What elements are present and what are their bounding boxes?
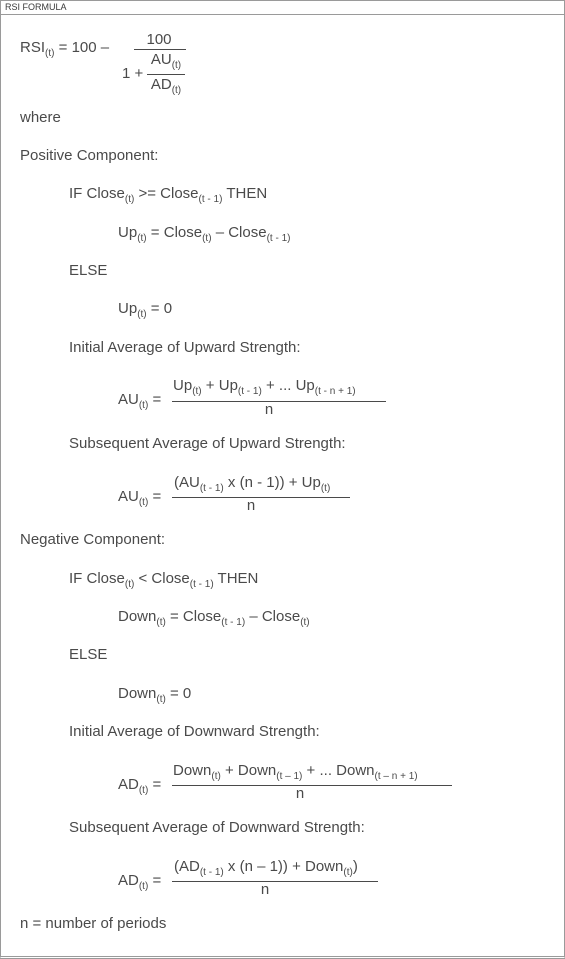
- ad-subsequent-numerator: ($AD_{(t - 1)}$ x (n – 1)) + Down$_{(t)}$): [174, 858, 358, 878]
- rsi-inner-fraction-bar: [147, 74, 185, 75]
- footnote-n-definition: n = number of periods: [20, 915, 167, 932]
- where-label: where: [20, 109, 61, 126]
- panel-title: RSI FORMULA: [1, 1, 564, 15]
- negative-down-zero: Down$_{(t)}$ = 0: [118, 685, 192, 705]
- initial-up-heading: Initial Average of Upward Strength:: [69, 339, 301, 356]
- rsi-inner-numerator: $AU_{(t)}$: [150, 51, 182, 71]
- rsi-lhs: $RSI_{(t)} = 100$ –: [20, 39, 110, 59]
- ad-initial-lhs: $AD_{(t)}$ =: [118, 776, 162, 796]
- rsi-den-prefix: 1 +: [122, 65, 144, 82]
- ad-subsequent-denominator: n: [260, 881, 270, 898]
- initial-down-heading: Initial Average of Downward Strength:: [69, 723, 320, 740]
- au-initial-denominator: n: [264, 401, 274, 418]
- positive-up-zero: $Up_{(t)} = 0$: [118, 300, 173, 320]
- positive-up-formula: $Up_{(t)}$ = Close$_{(t)}$ – Close$_{(t - 1)}$: [118, 224, 291, 244]
- positive-if-condition: IF Close$_{(t)}$ >= Close$_{(t - 1)}$ THEN: [69, 185, 268, 205]
- negative-down-formula: Down$_{(t)}$ = Close$_{(t - 1)}$ – Close$_{(t)}$: [118, 608, 310, 628]
- rsi-top-numerator: 100: [146, 31, 172, 48]
- negative-if-condition: IF Close$_{(t)}$ < Close$_{(t - 1)}$ THEN: [69, 570, 259, 590]
- au-subsequent-numerator: ($AU_{(t - 1)}$ x $(n - 1)) + Up_{(t)}$: [174, 474, 331, 494]
- subsequent-down-heading: Subsequent Average of Downward Strength:: [69, 819, 365, 836]
- negative-heading: Negative Component:: [20, 531, 166, 548]
- au-subsequent-lhs: $AU_{(t)}$ =: [118, 488, 162, 508]
- au-initial-lhs: $AU_{(t)}$ =: [118, 391, 162, 411]
- rsi-main-fraction-bar: [134, 49, 186, 50]
- au-subsequent-denominator: n: [246, 497, 256, 514]
- au-initial-numerator: $Up_{(t)} + Up_{(t - 1)}$ + ... $Up_{(t - n + 1)}$: [173, 377, 356, 397]
- rsi-inner-denominator: $AD_{(t)}$: [150, 76, 182, 96]
- negative-else: ELSE: [69, 646, 108, 663]
- ad-subsequent-lhs: $AD_{(t)}$ =: [118, 872, 162, 892]
- ad-initial-numerator: Down$_{(t)}$ + Down$_{(t - 1)}$ + ... Down$_{(t - n + 1)}$: [173, 762, 418, 782]
- positive-else: ELSE: [69, 262, 108, 279]
- subsequent-up-heading: Subsequent Average of Upward Strength:: [69, 435, 346, 452]
- ad-initial-denominator: n: [295, 785, 305, 802]
- positive-heading: Positive Component:: [20, 147, 159, 164]
